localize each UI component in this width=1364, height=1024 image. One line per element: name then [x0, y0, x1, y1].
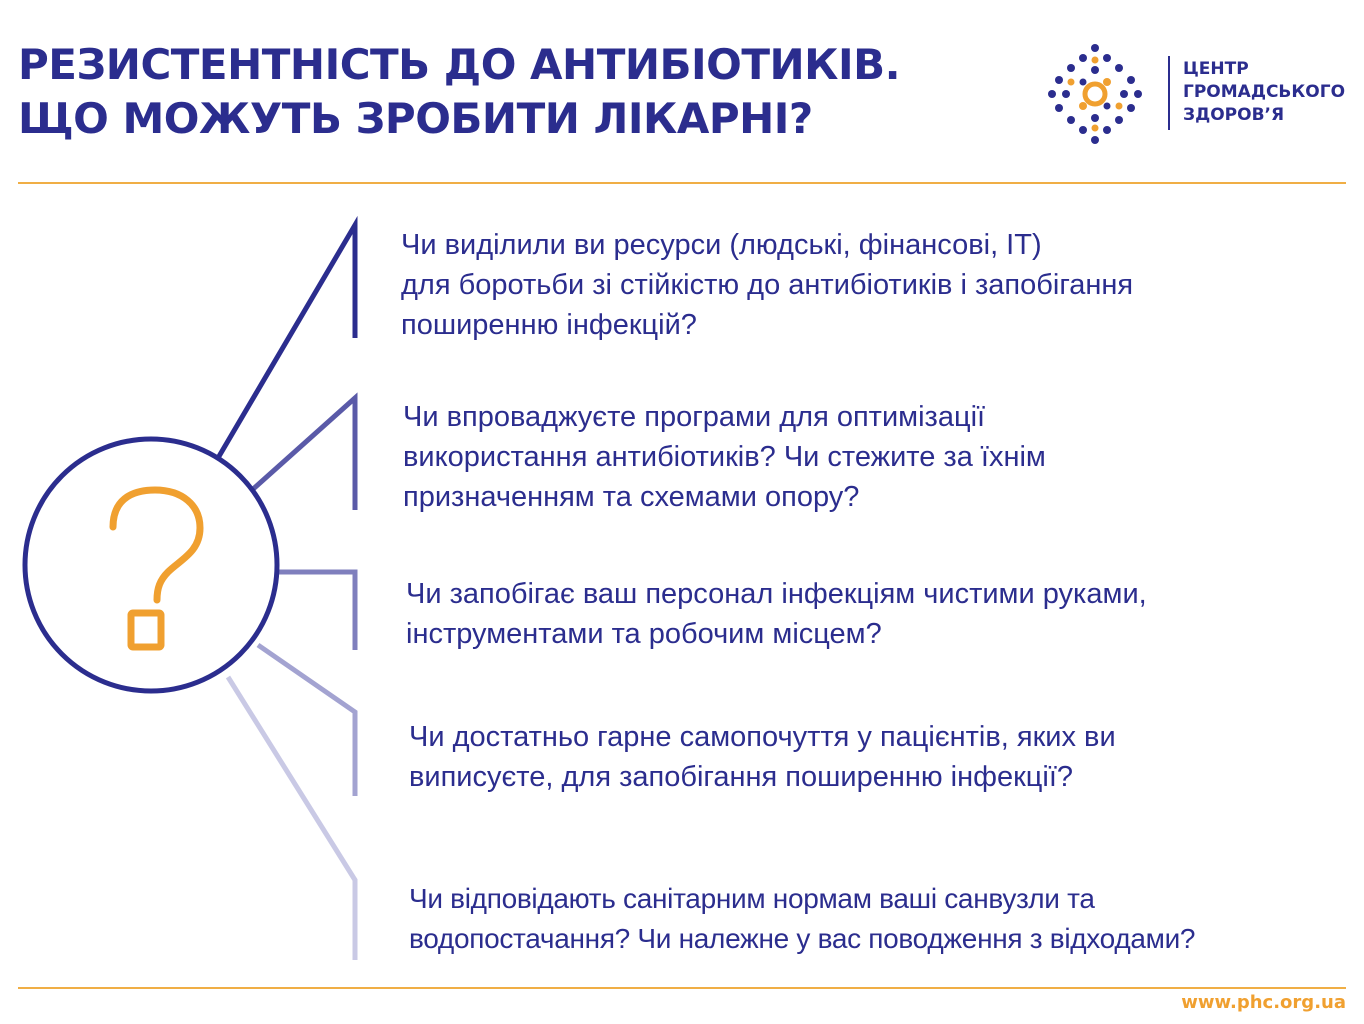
- logo-text-line-1: ЦЕНТР: [1183, 59, 1249, 79]
- connector-line-4: [258, 645, 355, 796]
- question-4-line-2: виписуєте, для запобігання поширенню інфекції?: [409, 761, 1074, 793]
- bottom-divider: [18, 987, 1346, 989]
- question-connector-graphic: [0, 0, 420, 990]
- logo-text-line-3: ЗДОРОВ’Я: [1183, 105, 1285, 125]
- question-antibiotic-programs: [403, 397, 1046, 517]
- title-line-1: РЕЗИСТЕНТНІСТЬ ДО АНТИБІОТИКІВ.: [18, 40, 901, 89]
- question-5-line-2: водопостачання? Чи належне у вас поводження з відходами?: [409, 923, 1196, 954]
- question-2-line-1: Чи впроваджуєте програми для оптимізації: [403, 401, 986, 433]
- question-2-line-2: використання антибіотиків? Чи стежите за їхнім: [403, 441, 1046, 473]
- website-link[interactable]: www.phc.org.ua: [1181, 992, 1346, 1013]
- question-3-line-1: Чи запобігає ваш персонал інфекціям чистими руками,: [406, 578, 1147, 610]
- question-staff-hygiene: [406, 574, 1147, 654]
- question-1-line-3: поширенню інфекцій?: [401, 309, 697, 341]
- question-patient-discharge: [409, 717, 1116, 797]
- title-line-2: ЩО МОЖУТЬ ЗРОБИТИ ЛІКАРНІ?: [18, 94, 813, 143]
- question-5-line-1: Чи відповідають санітарним нормам ваші санвузли та: [409, 883, 1095, 914]
- logo-text-line-2: ГРОМАДСЬКОГО: [1183, 82, 1346, 102]
- phc-dots-logo-icon: [1040, 40, 1150, 150]
- connector-line-3: [278, 572, 355, 650]
- question-4-line-1: Чи достатньо гарне самопочуття у пацієнтів, яких ви: [409, 721, 1116, 753]
- connector-line-5: [228, 677, 355, 960]
- logo-text: [1183, 58, 1345, 127]
- question-3-line-2: інструментами та робочим місцем?: [406, 618, 882, 650]
- connector-line-1: [218, 225, 355, 458]
- logo-divider: [1168, 56, 1170, 130]
- phc-logo[interactable]: [1040, 40, 1350, 140]
- connector-line-2: [252, 398, 355, 510]
- question-1-line-1: Чи виділили ви ресурси (людські, фінансові, IT): [401, 229, 1042, 261]
- question-sanitation: [409, 879, 1195, 959]
- question-2-line-3: призначенням та схемами опору?: [403, 481, 860, 513]
- question-1-line-2: для боротьби зі стійкістю до антибіотиків і запобігання: [401, 269, 1134, 301]
- question-circle: [25, 439, 277, 691]
- question-resources: [401, 225, 1133, 345]
